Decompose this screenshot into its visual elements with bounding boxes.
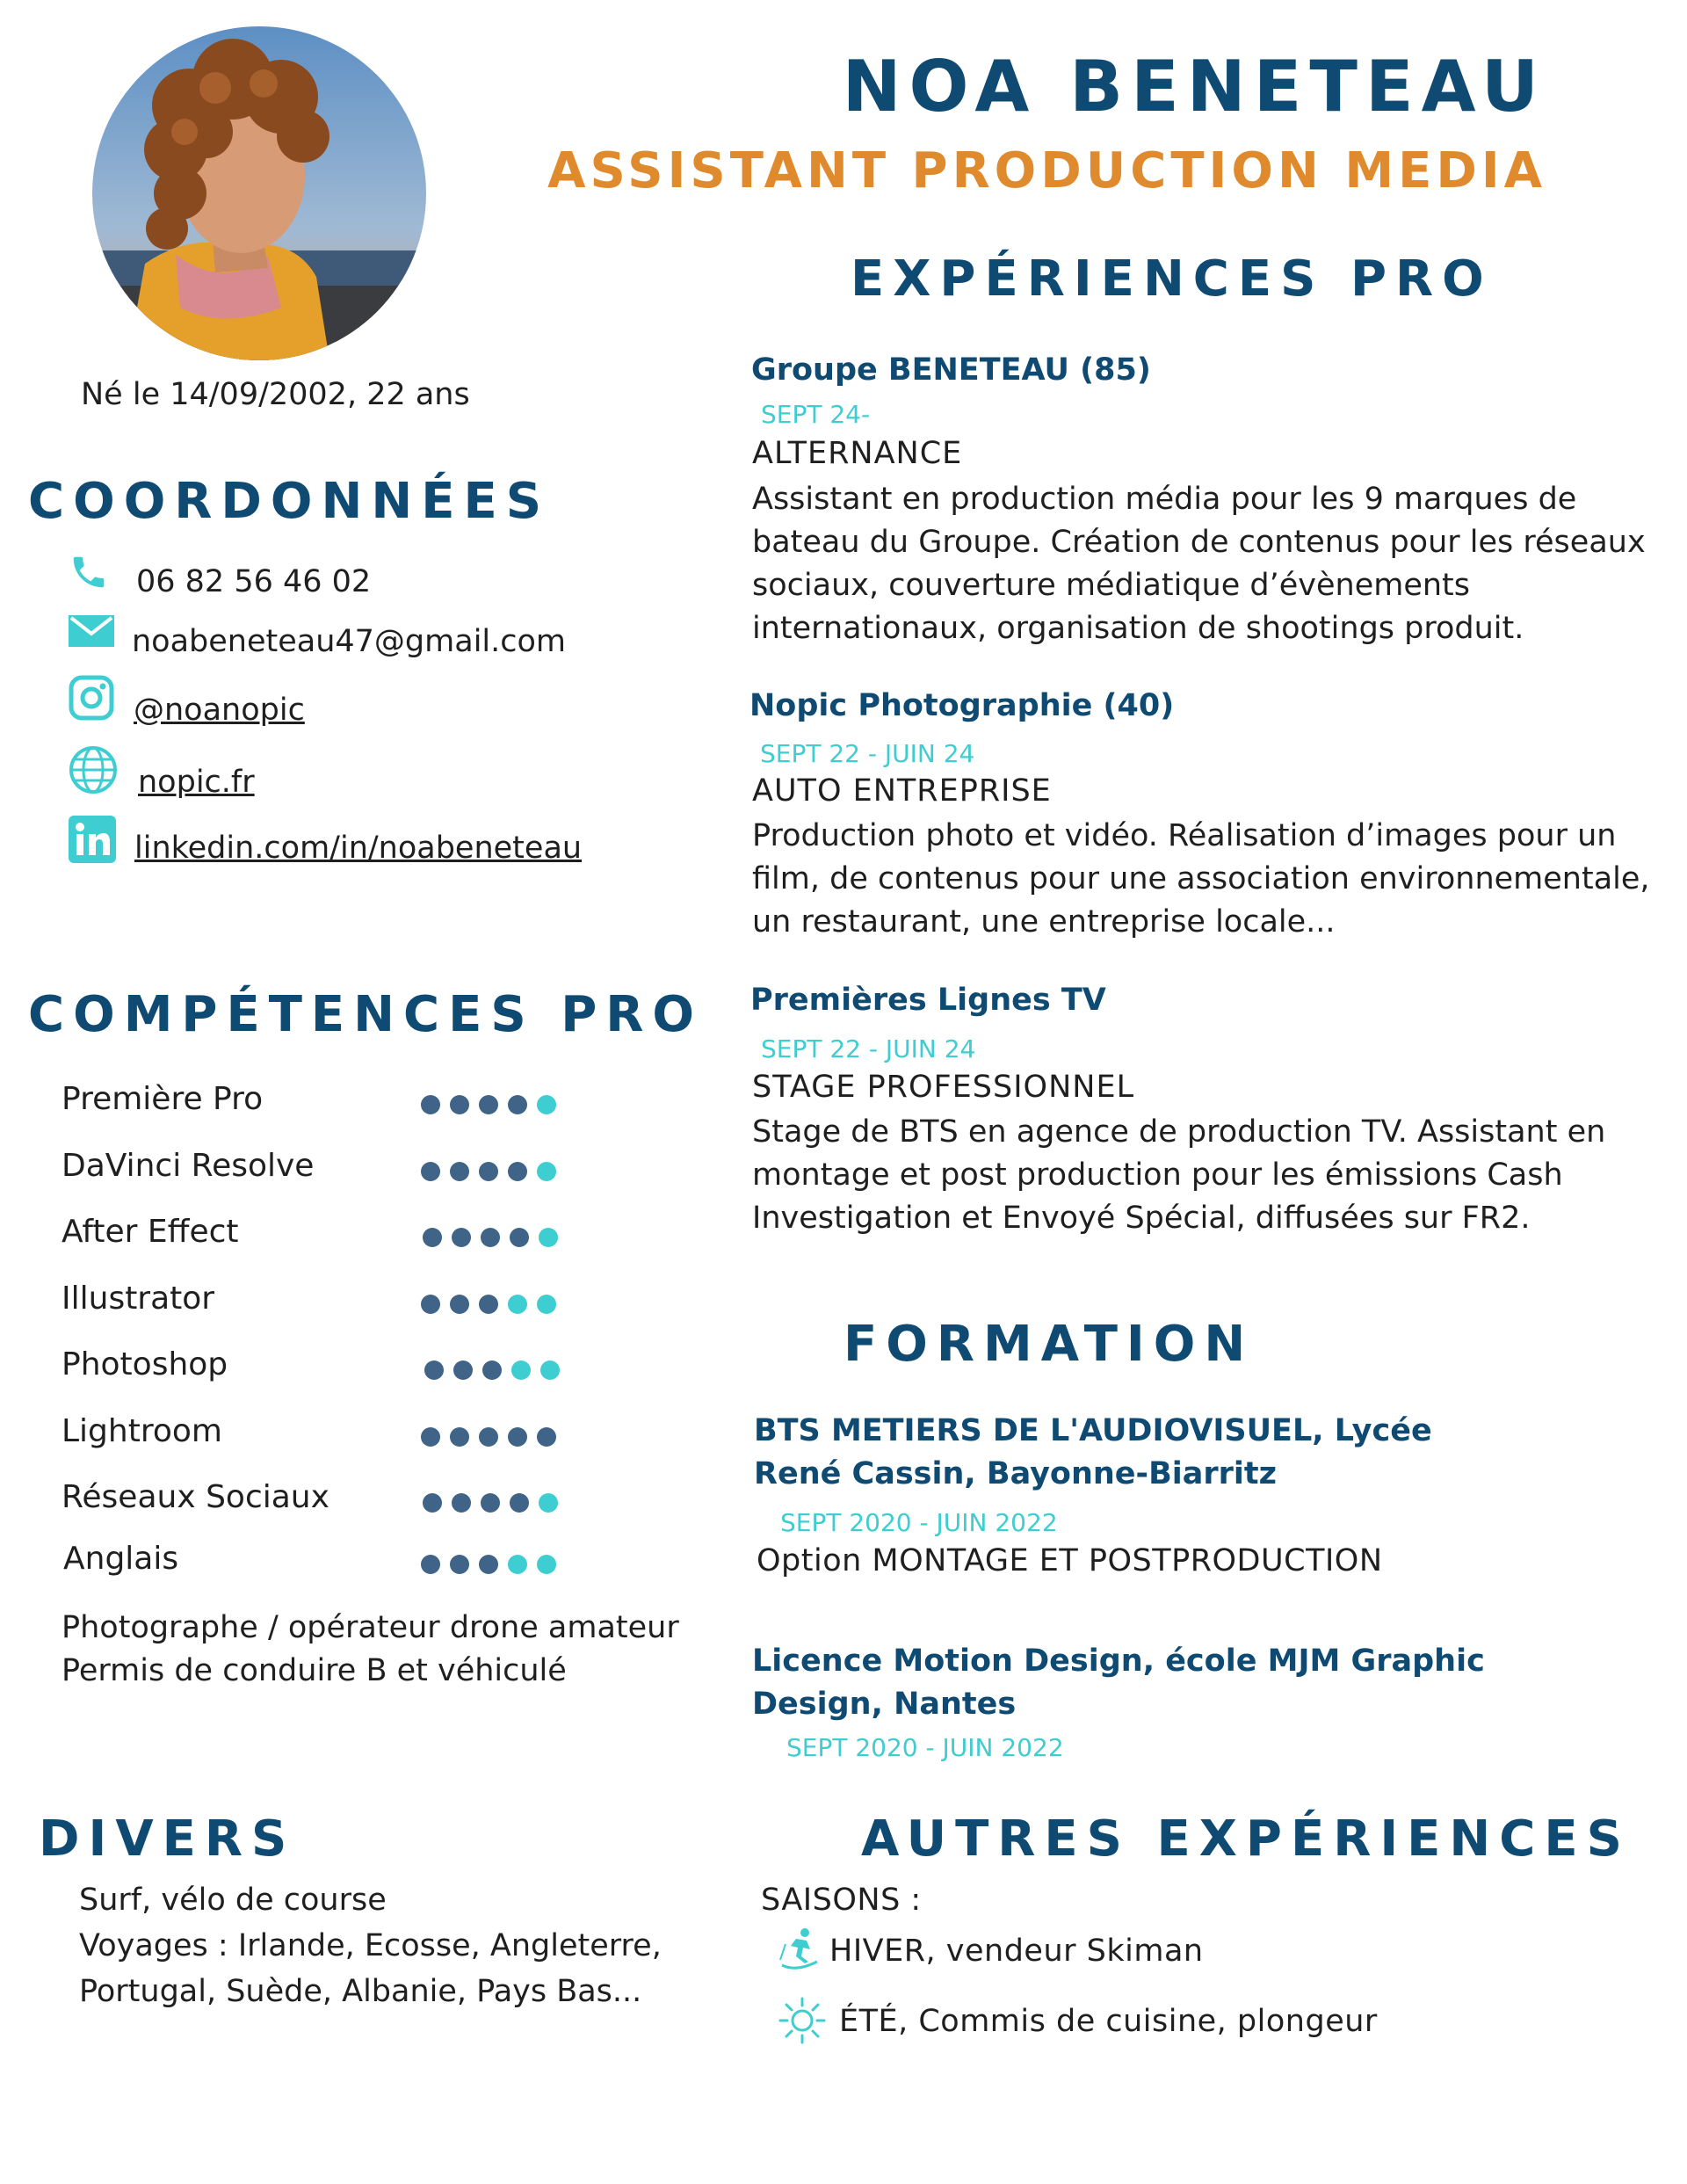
experience-org: Premières Lignes TV [750, 983, 1106, 1018]
rating-dot [510, 1228, 529, 1247]
skill-rating [424, 1360, 560, 1380]
rating-dot [479, 1162, 498, 1181]
rating-dot [450, 1095, 469, 1114]
experience-org: Groupe BENETEAU (85) [751, 352, 1151, 388]
rating-dot [421, 1427, 440, 1447]
misc-line: Portugal, Suède, Albanie, Pays Bas... [79, 1974, 642, 2009]
rating-dot [537, 1162, 556, 1181]
rating-dot [450, 1427, 469, 1447]
job-title: ASSISTANT PRODUCTION MEDIA [547, 142, 1546, 200]
rating-dot [424, 1360, 444, 1380]
skill-rating [421, 1295, 556, 1314]
phone-number[interactable]: 06 82 56 46 02 [136, 564, 372, 599]
skill-row [60, 1148, 605, 1192]
birth-info: Né le 14/09/2002, 22 ans [81, 377, 470, 412]
misc-line: Voyages : Irlande, Ecosse, Angleterre, [79, 1928, 662, 1963]
profile-photo [92, 26, 426, 360]
email-icon [69, 615, 114, 647]
rating-dot [482, 1360, 502, 1380]
rating-dot [421, 1095, 440, 1114]
skill-row [60, 1281, 605, 1324]
rating-dot [450, 1555, 469, 1574]
rating-dot [421, 1295, 440, 1314]
rating-dot [450, 1162, 469, 1181]
skill-name: Réseaux Sociaux [62, 1479, 329, 1515]
experience-date: SEPT 22 - JUIN 24 [761, 1034, 976, 1063]
skill-name: DaVinci Resolve [62, 1148, 315, 1184]
rating-dot [481, 1228, 500, 1247]
education-date: SEPT 2020 - JUIN 2022 [780, 1508, 1058, 1537]
rating-dot [450, 1295, 469, 1314]
rating-dot [453, 1360, 473, 1380]
contact-heading: COORDONNÉES [28, 473, 551, 530]
globe-icon [69, 745, 118, 795]
rating-dot [508, 1162, 527, 1181]
rating-dot [508, 1295, 527, 1314]
education-heading: FORMATION [844, 1316, 1255, 1373]
rating-dot [479, 1555, 498, 1574]
experience-date: SEPT 24- [761, 400, 871, 429]
rating-dot [479, 1095, 498, 1114]
skill-name: Lightroom [62, 1413, 222, 1449]
skill-rating [421, 1555, 556, 1574]
misc-line: Surf, vélo de course [79, 1883, 387, 1918]
misc-lines [79, 1877, 662, 2014]
rating-dot [508, 1427, 527, 1447]
summer-job: ÉTÉ, Commis de cuisine, plongeur [839, 2004, 1378, 2039]
phone-icon [69, 552, 109, 592]
skier-icon [778, 1926, 821, 1974]
email-address[interactable]: noabeneteau47@gmail.com [132, 624, 567, 659]
seasons-label: SAISONS : [761, 1883, 922, 1918]
skill-name: Première Pro [62, 1081, 264, 1117]
skill-name: Illustrator [62, 1281, 215, 1317]
candidate-name: NOA BENETEAU [842, 46, 1546, 127]
rating-dot [539, 1228, 558, 1247]
skill-row [60, 1081, 605, 1125]
skill-rating [421, 1427, 556, 1447]
education-school: Licence Motion Design, école MJM Graphic Design, Nantes [752, 1643, 1485, 1722]
rating-dot [423, 1493, 442, 1513]
skill-row [60, 1541, 605, 1585]
education-note: Option MONTAGE ET POSTPRODUCTION [757, 1543, 1383, 1578]
rating-dot [479, 1427, 498, 1447]
education-school: BTS METIERS DE L'AUDIOVISUEL, Lycée René Cassin, Bayonne-Biarritz [754, 1413, 1432, 1491]
skill-name: Photoshop [62, 1346, 228, 1382]
rating-dot [537, 1295, 556, 1314]
experience-type: AUTO ENTREPRISE [752, 773, 1052, 809]
experience-heading: EXPÉRIENCES PRO [851, 250, 1493, 308]
rating-dot [508, 1095, 527, 1114]
experience-date: SEPT 22 - JUIN 24 [760, 739, 975, 768]
instagram-link[interactable]: @noanopic [134, 693, 305, 728]
other-heading: AUTRES EXPÉRIENCES [861, 1810, 1631, 1868]
skills-heading: COMPÉTENCES PRO [28, 986, 703, 1043]
rating-dot [511, 1360, 531, 1380]
experience-org: Nopic Photographie (40) [749, 688, 1175, 723]
skill-rating [421, 1162, 556, 1181]
education-date: SEPT 2020 - JUIN 2022 [786, 1733, 1064, 1762]
rating-dot [539, 1493, 558, 1513]
rating-dot [423, 1228, 442, 1247]
rating-dot [537, 1427, 556, 1447]
experience-type: STAGE PROFESSIONNEL [752, 1070, 1135, 1105]
instagram-icon [69, 675, 114, 721]
rating-dot [510, 1493, 529, 1513]
skills-extra-line: Permis de conduire B et véhiculé [62, 1653, 567, 1688]
winter-job: HIVER, vendeur Skiman [829, 1934, 1204, 1969]
rating-dot [540, 1360, 560, 1380]
skill-name: After Effect [62, 1214, 239, 1250]
skill-rating [423, 1228, 558, 1247]
website-link[interactable]: nopic.fr [138, 765, 255, 800]
experience-description: Assistant en production média pour les 9 marques de bateau du Groupe. Création de contenus pour les réseaux sociaux, couverture médiatique d’évènements internationaux, organisation de shootings produit. [752, 482, 1646, 646]
skills-extra [62, 1607, 679, 1693]
experience-type: ALTERNANCE [752, 436, 963, 471]
rating-dot [452, 1228, 471, 1247]
rating-dot [537, 1555, 556, 1574]
skill-row [60, 1214, 605, 1258]
rating-dot [452, 1493, 471, 1513]
skill-rating [421, 1095, 556, 1114]
linkedin-link[interactable]: linkedin.com/in/noabeneteau [134, 831, 583, 866]
skill-name: Anglais [63, 1541, 179, 1577]
rating-dot [537, 1095, 556, 1114]
rating-dot [421, 1162, 440, 1181]
misc-heading: DIVERS [39, 1810, 296, 1868]
skill-rating [423, 1493, 558, 1513]
rating-dot [479, 1295, 498, 1314]
rating-dot [508, 1555, 527, 1574]
skill-row [60, 1479, 605, 1523]
rating-dot [421, 1555, 440, 1574]
experience-description: Stage de BTS en agence de production TV. Assistant en montage et post production pour les émissions Cash Investigation et Envoyé Spécial, diffusées sur FR2. [752, 1114, 1606, 1236]
linkedin-icon [69, 816, 116, 863]
experience-description: Production photo et vidéo. Réalisation d’images pour un film, de contenus pour une association environnementale, un restaurant, une entreprise locale... [752, 818, 1650, 940]
skill-row [60, 1413, 605, 1457]
rating-dot [481, 1493, 500, 1513]
sun-icon [777, 1995, 828, 2046]
skill-row [60, 1346, 605, 1390]
skills-extra-line: Photographe / opérateur drone amateur [62, 1610, 679, 1645]
